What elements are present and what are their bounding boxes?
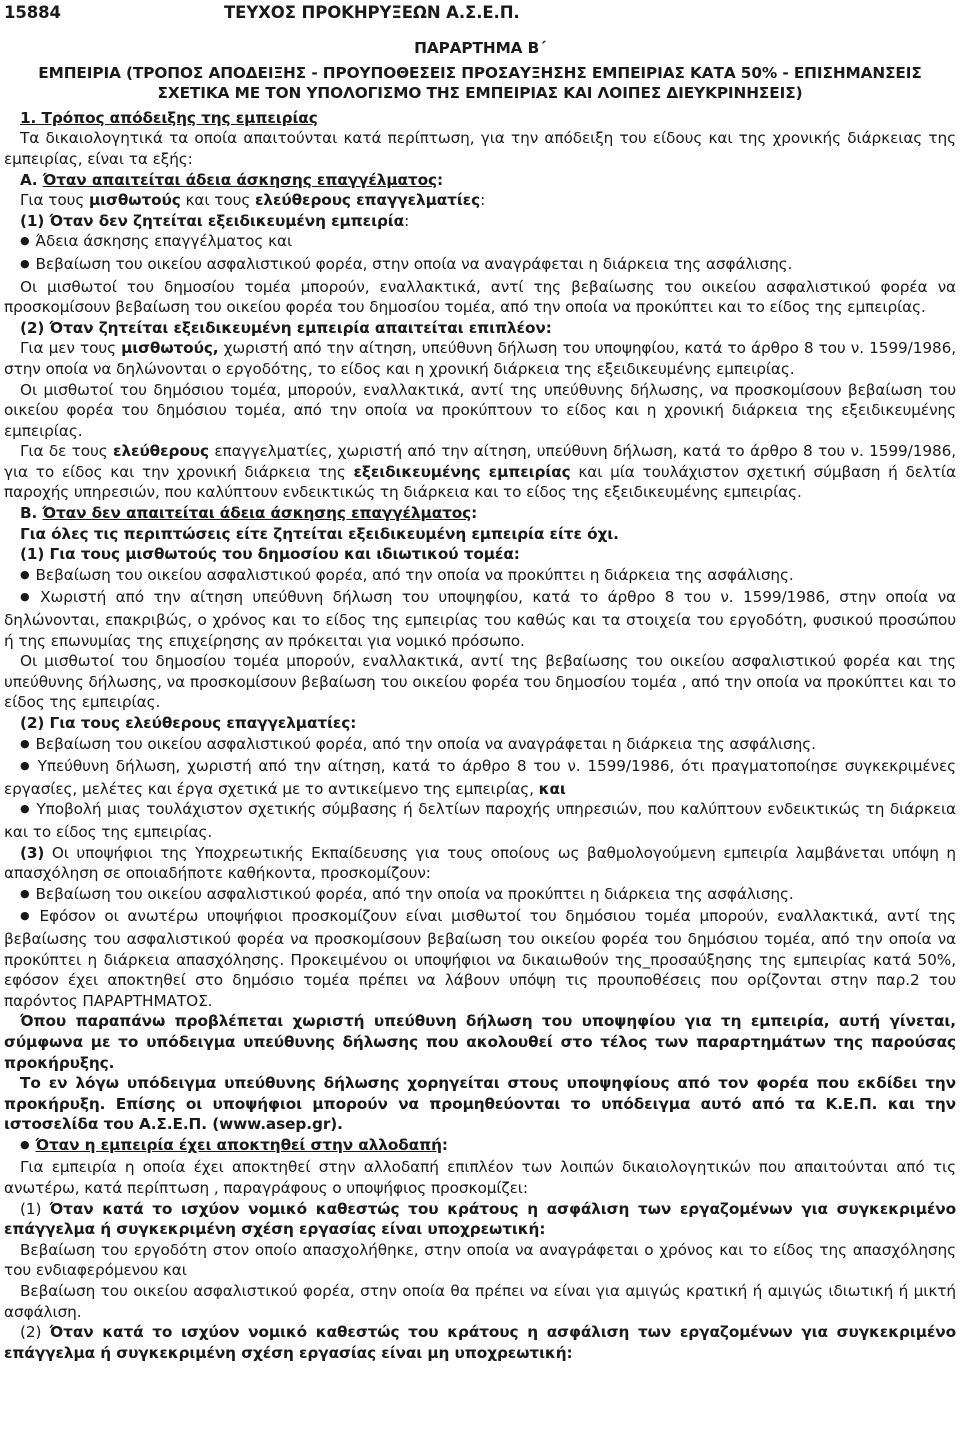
note-declaration: Όπου παραπάνω προβλέπεται χωριστή υπεύθυνη δήλωση του υποψηφίου για τη εμπειρία, αυτή γίνεται, σύμφωνα με το υπόδειγμα υπεύθυνης δήλωσης που ακολουθεί στο τέλος των παραρτημάτων της παρούσας προκήρυξης.: [4, 1012, 956, 1072]
text-fragment: Υπεύθυνη δήλωση, χωριστή από την αίτηση, κατά το άρθρο 8 του ν. 1599/1986, ότι πραγματοποίησε συγκεκριμένες εργασίες, μελέτες και έργα σχετικά με το αντικείμενο της εμπειρίας,: [4, 757, 956, 798]
list-item: ● Βεβαίωση του οικείου ασφαλιστικού φορέα, στην οποία να αναγράφεται η διάρκεια της ασφάλισης.: [4, 254, 956, 277]
section-a-case-1: [4, 211, 956, 232]
text-fragment: και μία τουλάχιστον σχετική σύμβαση ή δελτία παροχής υπηρεσιών, που καλύπτουν ενδεικτικώς τη διάρκεια και το είδος της εξειδικευμένης εμπειρίας.: [4, 462, 956, 502]
text-fragment: (1): [20, 1199, 50, 1218]
section-b-heading: Όταν δεν απαιτείται άδεια άσκησης επαγγέλματος: [42, 504, 472, 523]
list-item: ● Άδεια άσκησης επαγγέλματος και: [4, 231, 956, 254]
page-number: 15884: [4, 3, 61, 22]
list-item: [4, 756, 956, 799]
text-fragment: και τους: [180, 191, 255, 210]
case-3-label: (3): [20, 843, 45, 862]
section-b-label: Β.: [20, 504, 43, 523]
freelancers-term: ελεύθερους επαγγελματίες: [254, 191, 481, 210]
section-1-heading: 1. Τρόπος απόδειξης της εμπειρίας: [20, 108, 318, 127]
text-fragment: Όταν κατά το ισχύον νομικό καθεστώς του κράτους η ασφάλιση των εργαζομένων για συγκεκριμένο επάγγελμα ή συγκεκριμένη σχέση εργασίας είναι μη υποχρεωτική:: [4, 1323, 956, 1362]
freelancers-term: ελεύθερους: [113, 442, 209, 461]
note-template-source: Το εν λόγω υπόδειγμα υπεύθυνης δήλωσης χορηγείται στους υποψηφίους από τον φορέα που εκδίδει την προκήρυξη. Επίσης οι υποψήφιοι μπορούν να προμηθεύονται το υπόδειγμα αυτό από τα Κ.Ε.Π. και την ιστοσελίδα του Α.Σ.Ε.Π. (www.asep.gr).: [4, 1074, 956, 1134]
section-b-scope: Για όλες τις περιπτώσεις είτε ζητείται εξειδικευμένη εμπειρία είτε όχι.: [20, 524, 619, 543]
paragraph: Οι μισθωτοί του δημοσίου τομέα μπορούν, εναλλακτικά, αντί της βεβαίωσης του οικείου ασφαλιστικού φορέα να προσκομίσουν βεβαίωση του οικείου φορέα του δημοσίου τομέα, από την οποία να προκύπτει και το είδος της εμπειρίας.: [4, 277, 956, 317]
list-item: ● Βεβαίωση του οικείου ασφαλιστικού φορέα, από την οποία να προκύπτει η διάρκεια της ασφάλισης.: [4, 884, 956, 907]
paragraph: [4, 338, 956, 379]
paragraph: [4, 441, 956, 503]
employees-term: μισθωτούς: [89, 191, 181, 210]
text-fragment: Για μεν τους: [20, 339, 122, 358]
annex-subtitle: ΕΜΠΕΙΡΙΑ (ΤΡΟΠΟΣ ΑΠΟΔΕΙΞΗΣ - ΠΡΟΥΠΟΘΕΣΕΙΣ ΠΡΟΣΑΥΞΗΣΗΣ ΕΜΠΕΙΡΙΑΣ ΚΑΤΑ 50% - ΕΠΙΣΗΜΑΝΣΕΙΣ ΣΧΕΤΙΚΑ ΜΕ ΤΟΝ ΥΠΟΛΟΓΙΣΜΟ ΤΗΣ ΕΜΠΕΙΡΙΑΣ ΚΑΙ ΛΟΙΠΕΣ ΔΙΕΥΚΡΙΝΗΣΕΙΣ): [38, 63, 922, 103]
abroad-heading: Όταν η εμπειρία έχει αποκτηθεί στην αλλοδαπή: [35, 1135, 442, 1154]
section-1-intro: Τα δικαιολογητικά τα οποία απαιτούνται κατά περίπτωση, για την απόδειξη του είδους και της χρονικής διάρκειας της εμπειρίας, είναι τα εξής:: [4, 129, 956, 168]
section-b-case-1: (1) Για τους μισθωτούς του δημοσίου και ιδιωτικού τομέα:: [20, 545, 520, 564]
section-a-case-2: (2) Όταν ζητείται εξειδικευμένη εμπειρία απαιτείται επιπλέον:: [20, 318, 552, 337]
list-item: ● Βεβαίωση του οικείου ασφαλιστικού φορέα, από την οποία να προκύπτει η διάρκεια της ασφάλισης.: [4, 565, 956, 588]
text-fragment: :: [404, 211, 410, 230]
section-a-heading-line: [4, 170, 956, 191]
text-fragment: :: [441, 1135, 448, 1154]
page-header: [4, 2, 956, 24]
text-fragment: επαγγελματίες, χωριστή από την αίτηση, υπεύθυνη δήλωση, κατά το άρθρο 8 του ν. 1599/1986, για το είδος και την χρονική διάρκεια της: [4, 442, 956, 481]
text-fragment: Οι υποψήφιοι της Υποχρεωτικής Εκπαίδευσης για τους οποίους ως βαθμολογούμενη εμπειρία λαμβάνεται υπόψη η απασχόληση σε οποιαδήποτε καθήκοντα, προσκομίζουν:: [4, 843, 956, 883]
abroad-case-1: [4, 1199, 956, 1240]
paragraph: Για εμπειρία η οποία έχει αποκτηθεί στην αλλοδαπή επιπλέον των λοιπών δικαιολογητικών που απαιτούνται από τις ανωτέρω, κατά περίπτωση , παραγράφους ο υποψήφιος προσκομίζει:: [4, 1158, 956, 1198]
text-fragment: Όταν κατά το ισχύον νομικό καθεστώς του κράτους η ασφάλιση των εργαζομένων για συγκεκριμένο επάγγελμα ή συγκεκριμένη σχέση εργασίας είναι υποχρεωτική:: [4, 1199, 956, 1239]
text-fragment: και: [538, 779, 566, 798]
text-fragment: Για δε τους: [20, 442, 114, 461]
list-item: ● Εφόσον οι ανωτέρω υποψήφιοι προσκομίζουν είναι μισθωτοί του δημόσιου τομέα μπορούν, εναλλακτικά, αντί της βεβαίωσης του ασφαλιστικού φορέα να προσκομίσουν βεβαίωση του οικείου φορέα του δημόσιου τομέα, από την οποία να προκύπτει η διάρκεια απασχόλησης. Προκειμένου οι υποψήφιοι να δικαιωθούν της_προσαύξησης της εμπειρίας κατά 50%, εφόσον έχει αποκτηθεί στο δημόσιο τομέα πρέπει να λάβουν υπόψη τις προυποθέσεις που ορίζονται στην παρ.2 του παρόντος ΠΑΡΑΡΤΗΜΑΤΟΣ.: [4, 906, 956, 1011]
specialized-experience-term: εξειδικευμένης εμπειρίας: [353, 462, 571, 481]
issue-title: ΤΕΥΧΟΣ ΠΡΟΚΗΡΥΞΕΩΝ Α.Σ.Ε.Π.: [224, 3, 520, 22]
list-item: ● Υποβολή μιας τουλάχιστον σχετικής σύμβασης ή δελτίων παροχής υπηρεσιών, που καλύπτουν ενδεικτικώς τη διάρκεια και το είδος της εμπειρίας.: [4, 799, 956, 842]
case-1-label: (1) Όταν δεν ζητείται εξειδικευμένη εμπειρία: [20, 211, 405, 230]
list-item: ● Χωριστή από την αίτηση υπεύθυνη δήλωση του υποψηφίου, κατά το άρθρο 8 του ν. 1599/1986, στην οποία να δηλώνονται, επακριβώς, ο χρόνος και το είδος της εμπειρίας του καθώς και τα στοιχεία του εργοδότη, φυσικού προσώπου ή της επωνυμίας της επιχείρησης αν πρόκειται για νομικό πρόσωπο.: [4, 587, 956, 651]
gazette-page: [4, 2, 956, 1426]
abroad-heading-line: [4, 1135, 956, 1158]
section-b-heading-line: [4, 503, 956, 524]
paragraph: Βεβαίωση του οικείου ασφαλιστικού φορέα, στην οποία θα πρέπει να είναι για αμιγώς κρατική ή αμιγώς ιδιωτική ή μικτή ασφάλιση.: [4, 1282, 956, 1321]
text-fragment: :: [480, 191, 486, 210]
abroad-case-2: [4, 1322, 956, 1363]
annex-title: ΠΑΡΑΡΤΗΜΑ Β΄: [414, 39, 546, 57]
section-a-audience: [4, 190, 956, 211]
section-a-label: Α.: [20, 170, 43, 189]
text-fragment: χωριστή από την αίτηση, υπεύθυνη δήλωση του υποψηφίου, κατά το άρθρο 8 του ν. 1599/1986, στην οποία να δηλώνονται ο εργοδότης, το είδος και η χρονική διάρκεια της εξειδικευμένης εμπειρίας.: [4, 339, 956, 378]
text-fragment: :: [471, 504, 478, 523]
paragraph: Οι μισθωτοί του δημόσιου τομέα, μπορούν, εναλλακτικά, αντί της υπεύθυνης δήλωσης, να προσκομίσουν βεβαίωση του οικείου φορέα του δημόσιου τομέα, από την οποία να προκύπτουν το είδος και η χρονική διάρκεια της εξειδικευμένης εμπειρίας.: [4, 380, 956, 440]
text-fragment: Για τους: [20, 191, 90, 210]
employees-term: μισθωτούς,: [121, 339, 219, 358]
paragraph: Βεβαίωση του εργοδότη στον οποίο απασχολήθηκε, στην οποία να αναγράφεται ο χρόνος και το είδος της απασχόλησης του ενδιαφερόμενου και: [4, 1240, 956, 1280]
section-b-case-2: (2) Για τους ελεύθερους επαγγελματίες:: [20, 714, 357, 732]
text-fragment: (2): [20, 1323, 50, 1342]
paragraph: Οι μισθωτοί του δημοσίου τομέα μπορούν, εναλλακτικά, αντί της βεβαίωσης του οικείου ασφαλιστικού φορέα και της υπεύθυνης δήλωσης, να προσκομίσουν βεβαίωση του οικείου φορέα του δημοσίου τομέα , από την οποία να προκύπτει και το είδος της εμπειρίας.: [4, 652, 956, 712]
list-item: ● Βεβαίωση του οικείου ασφαλιστικού φορέα, από την οποία να αναγράφεται η διάρκεια της ασφάλισης.: [4, 734, 956, 757]
section-a-heading: Όταν απαιτείται άδεια άσκησης επαγγέλματος: [42, 170, 437, 189]
section-a-colon: :: [436, 170, 443, 189]
section-b-case-3: [4, 843, 956, 884]
